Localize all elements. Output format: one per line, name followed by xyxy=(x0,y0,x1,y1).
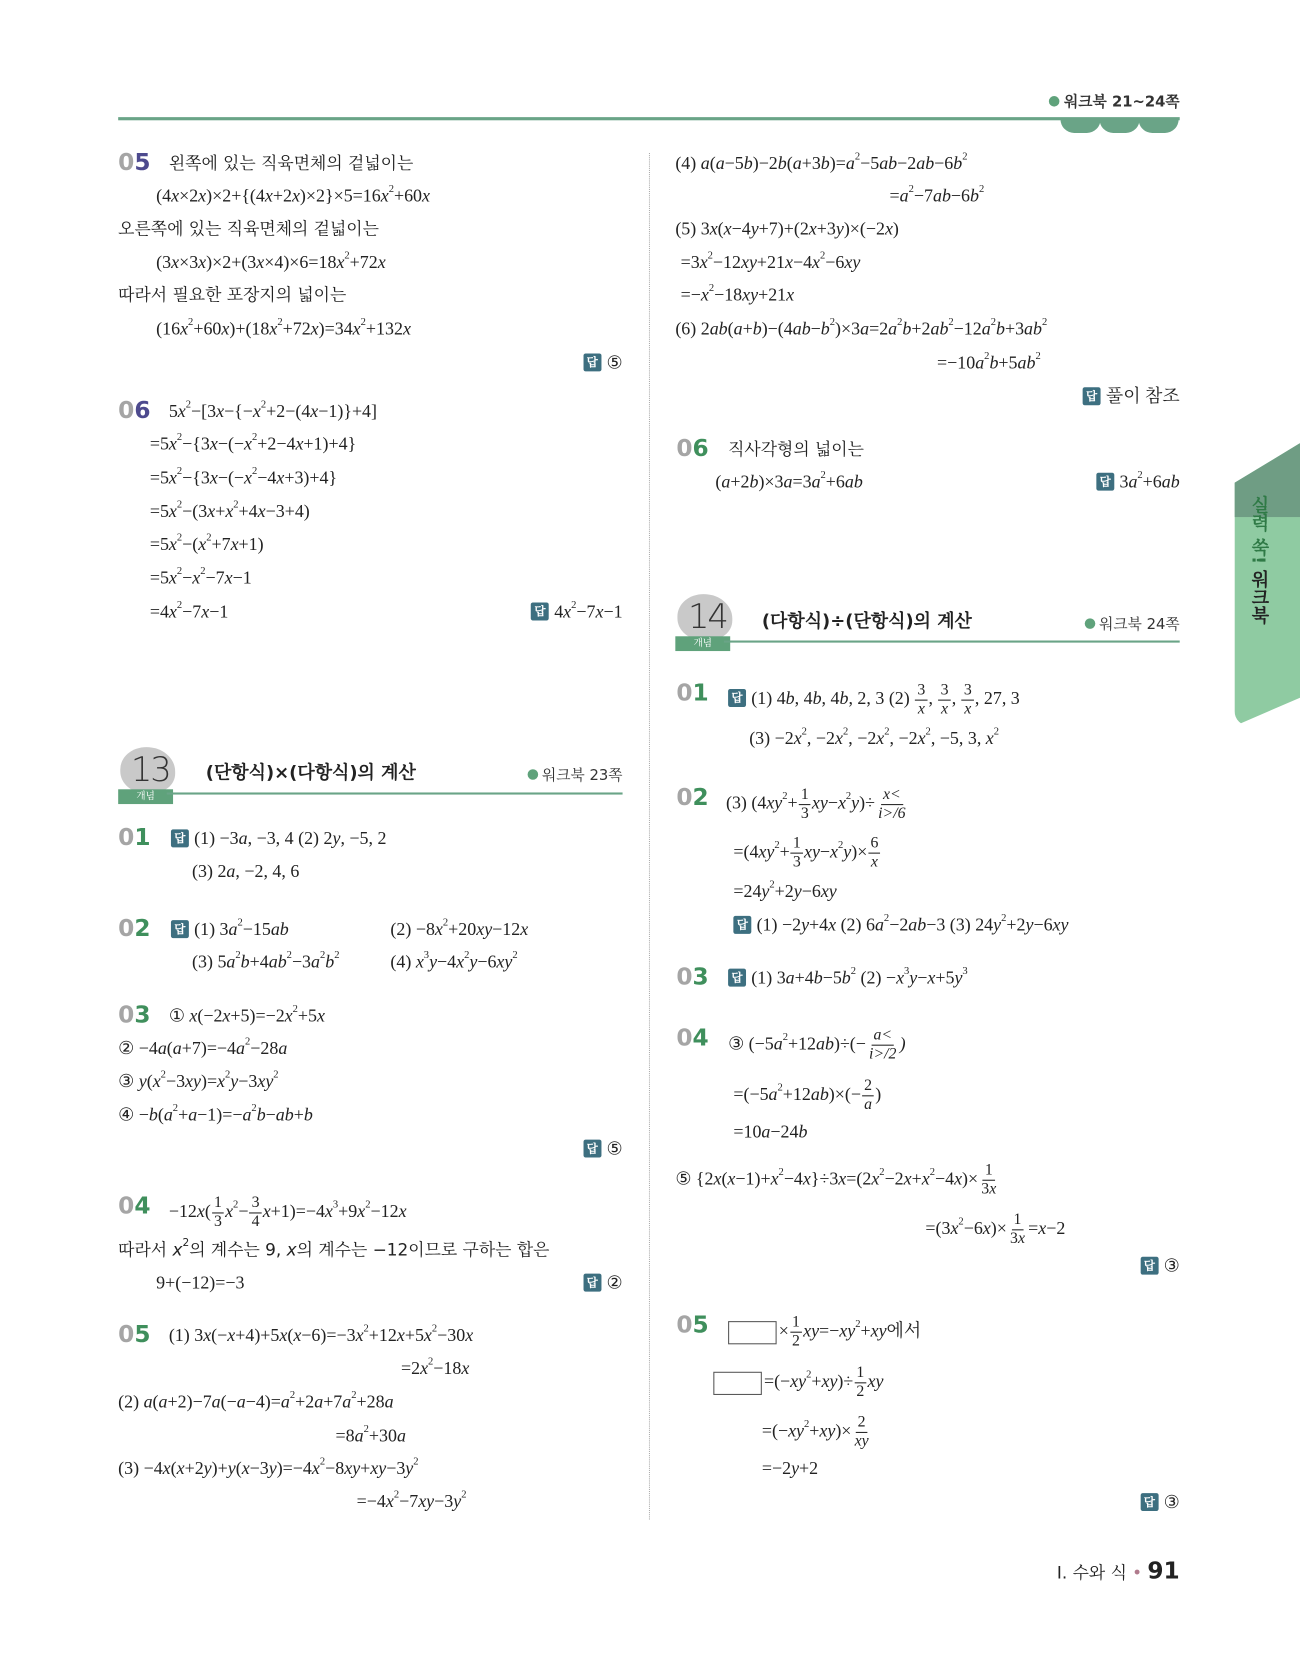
question-number: 02 xyxy=(118,915,151,943)
solution-line xyxy=(728,681,1020,718)
solution-line: ② $-4a(a+7)=-4a^2-28a$ xyxy=(118,1036,288,1059)
solution-line: −12x( $\frac{1}{3}$ $x^2-$ $\frac{3}{4}$ $x+1)=-4x^3+9x^2-12x$ xyxy=(168,1194,407,1231)
answer xyxy=(1140,1490,1179,1515)
fraction: $\frac{3}{x}$ xyxy=(915,682,927,719)
question-number: 01 xyxy=(676,680,709,707)
solution-line: $=(3x^2-6x)\times$ $\frac{1}{3x}$ =x−2 xyxy=(925,1211,1066,1248)
solution-line: $=(-5a^2+12ab)\times(-$ $\frac{2}{a}$ ) xyxy=(733,1077,882,1114)
fraction: $\frac{3}{x}$ xyxy=(962,682,974,719)
solution-line xyxy=(171,826,387,851)
answer xyxy=(1096,470,1179,495)
page-number: 91 xyxy=(1147,1558,1180,1585)
answer xyxy=(1140,1254,1179,1279)
bullet-icon: • xyxy=(1132,1562,1143,1583)
answer-badge-icon: 답 xyxy=(1083,387,1101,405)
solution-line: (5) 3x(x−4y+7)+(2x+3y)×(−2x) xyxy=(675,218,899,239)
solution-line: $(3x\times 3x)\times 2+(3x\times 4)\times 6=18x^2+72x$ xyxy=(156,250,386,273)
answer-badge-icon: 답 xyxy=(1096,473,1114,491)
answer xyxy=(531,599,623,624)
chapter-name: Ⅰ. 수와 식 xyxy=(1056,1562,1127,1583)
question-number: 03 xyxy=(118,1002,151,1029)
solution-line: (2) $a(a+2)-7a(-a-4)=a^2+2a+7a^2+28a$ xyxy=(118,1389,394,1412)
answer-value: ③ xyxy=(1163,1255,1180,1276)
solution-line: $=5x^2-\{3x-(-x^2+2-4x+1)+4\}$ xyxy=(149,431,357,454)
solution-line: $=-4x^2-7xy-3y^2$ xyxy=(356,1488,467,1512)
solution-line: $(3) -2x^2$, $-2x^2$, $-2x^2$, $-2x^2$, −5, 3, $x^2$ xyxy=(749,725,1000,749)
answer-badge-icon: 답 xyxy=(583,353,601,371)
answer-value: ③ xyxy=(1163,1492,1180,1513)
answer-text: (1) $3a^2-15ab$ xyxy=(194,916,289,940)
solution-line: (4) $a(a-5b)-2b(a+3b)=a^2-5ab-2ab-6b^2$ xyxy=(675,150,968,174)
solution-line: $=5x^2-(3x+x^2+4x-3+4)$ xyxy=(149,499,310,522)
answer-badge-icon: 답 xyxy=(531,603,549,621)
answer-text: (1) −3a, −3, 4 (2) 2y, −5, 2 xyxy=(194,828,387,849)
question-number: 01 xyxy=(118,825,151,852)
solution-line: $(16x^2+60x)+(18x^2+72x)=34x^2+132x$ xyxy=(156,316,411,339)
solution-line: $=3x^2-12xy+21x-4x^2-6xy$ xyxy=(680,250,861,273)
fraction: $\frac{1}{3}$ xyxy=(799,786,811,823)
question-number: 04 xyxy=(676,1025,709,1053)
blank-box xyxy=(713,1371,762,1394)
answer-badge-icon: 답 xyxy=(728,969,746,987)
solution-line: $=a^2-7ab-6b^2$ xyxy=(889,183,985,206)
solution-line: $(2) -8x^2+20xy-12x$ xyxy=(390,916,529,940)
workbook-ref-text: 워크북 21~24쪽 xyxy=(1063,93,1180,111)
answer-value: ⑤ xyxy=(606,352,623,373)
fraction: $\frac{3}{4}$ xyxy=(250,1194,262,1231)
solution-line: (1) $3x(-x+4)+5x(x-6)=-3x^2+12x+5x^2-30x$ xyxy=(168,1323,474,1346)
side-tab-text: 워크북 xyxy=(1247,570,1269,625)
solution-line: $(4x\times 2x)\times 2+\{(4x+2x)\times 2\}\times 5=16x^2+60x$ xyxy=(156,183,430,206)
fraction: $\frac{3}{x}$ xyxy=(939,682,951,719)
answer-text: (1) 4b, 4b, 4b, 2, 3 (2) $\frac{3}{x}$ , $\frac{3}{x}$ , $\frac{3}{x}$ , 27, 3 xyxy=(751,681,1020,718)
answer-badge-icon: 답 xyxy=(733,916,751,934)
workbook-ref-text: 워크북 24쪽 xyxy=(1099,616,1180,634)
solution-line: $=8a^2+30a$ xyxy=(335,1423,406,1446)
solution-line: (4) $x^3y-4x^2y-6xy^2$ xyxy=(390,949,518,972)
question-number: 04 xyxy=(118,1193,151,1220)
answer-badge-icon: 답 xyxy=(583,1274,601,1292)
answer-value: $4x^2-7x-1$ xyxy=(554,599,623,622)
fraction: $\frac{2}{xy}$ xyxy=(854,1413,869,1450)
solution-line: $=4x^2-7x-1$ xyxy=(149,599,229,622)
solution-line: 오른쪽에 있는 직육면체의 겉넓이는 xyxy=(118,218,379,239)
fraction: $\frac{a<}{i>/2}$ xyxy=(869,1026,897,1063)
blank-box xyxy=(728,1321,777,1344)
solution-line xyxy=(171,917,289,942)
section-number: 13 xyxy=(130,749,170,790)
solution-line: 따라서 $x^2$의 계수는 9, x의 계수는 −12이므로 구하는 합은 xyxy=(118,1237,550,1260)
page-footer xyxy=(1057,1560,1180,1586)
solution-line: (6) $2ab(a+b)-(4ab-b^2)\times 3a=2a^2b+2ab^2-12a^2b+3ab^2$ xyxy=(675,316,1048,339)
bullet-icon xyxy=(1084,618,1095,629)
answer-value: ② xyxy=(606,1272,623,1293)
solution-line: $=5x^2-\{3x-(-x^2-4x+3)+4\}$ xyxy=(149,465,338,488)
solution-line: =10a−24b xyxy=(733,1121,808,1142)
answer-badge-icon: 답 xyxy=(728,689,746,707)
side-tab-highlight: 실력 쑥! xyxy=(1247,495,1269,565)
question-number: 02 xyxy=(676,785,709,812)
fraction: $\frac{1}{2}$ xyxy=(854,1364,866,1401)
solution-line: 직사각형의 넓이는 xyxy=(728,438,864,460)
question-number: 03 xyxy=(676,964,709,991)
fraction: $\frac{1}{3}$ xyxy=(212,1194,224,1231)
answer-badge-icon: 답 xyxy=(1140,1257,1158,1275)
answer xyxy=(583,1270,622,1295)
solution-line: ⑤ $\{2x(x-1)+x^2-4x\}\div 3x=(2x^2-2x+x^2-4x)\times$ $\frac{1}{3x}$ xyxy=(675,1162,999,1187)
solution-line: $=(4xy^2+$ $\frac{1}{3}$ $xy-x^2y)\times$ $\frac{6}{x}$ xyxy=(733,835,881,860)
section-tag: 개념 xyxy=(675,636,730,651)
fraction: $\frac{1}{3x}$ xyxy=(1010,1211,1025,1248)
question-number: 05 xyxy=(118,1322,151,1349)
bullet-icon xyxy=(1049,96,1060,107)
answer-badge-icon: 답 xyxy=(171,829,189,847)
solution-line: 왼쪽에 있는 직육면체의 겉넓이는 xyxy=(168,153,414,174)
solution-line: (3) 2a, −2, 4, 6 xyxy=(192,861,300,882)
fraction: $\frac{1}{3x}$ xyxy=(981,1161,997,1198)
answer-value: $3a^2+6ab$ xyxy=(1119,469,1180,492)
solution-line: $=-x^2-18xy+21x$ xyxy=(680,282,795,305)
solution-line: ③ $y(x^2-3xy)=x^2y-3xy^2$ xyxy=(118,1068,279,1092)
fraction: $\frac{x<}{i>/6}$ xyxy=(878,786,906,823)
answer-value: 풀이 참조 xyxy=(1105,386,1180,407)
section-tag: 개념 xyxy=(118,789,173,804)
fraction: $\frac{2}{a}$ xyxy=(862,1077,874,1114)
header-rule xyxy=(118,117,1180,120)
solution-line xyxy=(728,966,968,991)
scallop-decoration xyxy=(1100,119,1140,133)
answer-badge-icon: 답 xyxy=(583,1140,601,1158)
scallop-decoration xyxy=(1060,119,1100,133)
section-badge xyxy=(116,747,200,805)
section-number: 14 xyxy=(687,596,727,637)
solution-line xyxy=(733,913,1068,938)
column-divider xyxy=(649,153,650,1519)
solution-line: $5x^2-[3x-\{-x^2+2-(4x-1)\}+4]$ xyxy=(168,398,378,422)
solution-line: $=2x^2-18x$ xyxy=(400,1355,470,1379)
solution-line: $(3) -4x(x+2y)+y(x-3y)=-4x^2-8xy+xy-3y^2$ xyxy=(118,1456,419,1479)
answer xyxy=(583,350,622,375)
bullet-icon xyxy=(527,769,538,780)
solution-line: × $\frac{1}{2}$ $xy=-xy^2+xy$에서 xyxy=(728,1314,921,1339)
solution-line: ④ $-b(a^2+a-1)=-a^2b-ab+b$ xyxy=(118,1102,313,1125)
question-number: 05 xyxy=(676,1312,709,1340)
side-tab-label xyxy=(1245,496,1271,624)
solution-line: $=5x^2-(x^2+7x+1)$ xyxy=(149,531,264,554)
section-title: (다항식)÷(단항식)의 계산 xyxy=(761,610,972,633)
answer xyxy=(583,1136,622,1161)
solution-line: $=(-xy^2+xy)\div$ $\frac{1}{2}$ xy xyxy=(713,1364,883,1389)
solution-line: 따라서 필요한 포장지의 넓이는 xyxy=(118,284,347,305)
section-rule xyxy=(724,641,1180,643)
workbook-ref-header xyxy=(1049,92,1179,113)
solution-line: (3) ($4xy^2+$ $\frac{1}{3}$ $xy-x^2y)\div$ $\frac{x<}{i>/6}$ xyxy=(726,786,909,811)
fraction: $\frac{1}{2}$ xyxy=(790,1314,802,1351)
solution-line: $=-10a^2b+5ab^2$ xyxy=(937,350,1041,373)
answer-badge-icon: 답 xyxy=(1140,1493,1158,1511)
fraction: $\frac{1}{3}$ xyxy=(791,835,803,872)
answer-value: ⑤ xyxy=(606,1138,623,1159)
section-badge xyxy=(673,594,757,652)
answer-text: (1) $3a+4b-5b^2$ $(2) -x^3y-x+5y^3$ xyxy=(751,965,968,988)
solution-line: $(a+2b)\times 3a=3a^2+6ab$ xyxy=(715,469,863,492)
solution-line: ① $x(-2x+5)=-2x^2+5x$ xyxy=(168,1003,325,1026)
workbook-ref xyxy=(527,765,622,786)
workbook-ref-text: 워크북 23쪽 xyxy=(541,767,623,785)
solution-line: ③ $(-5a^2+12ab)\div(-$ $\frac{a<}{i>/2}$ ) xyxy=(728,1026,906,1063)
fraction: $\frac{6}{x}$ xyxy=(868,835,880,872)
question-number: 05 xyxy=(118,149,151,177)
section-rule xyxy=(167,792,623,794)
answer xyxy=(1083,384,1180,409)
solution-line: $=(-xy^2+xy)\times$ $\frac{2}{xy}$ xyxy=(762,1414,872,1439)
section-title: (단항식)×(다항식)의 계산 xyxy=(205,762,416,785)
solution-line: =−2y+2 xyxy=(761,1458,819,1479)
answer-text: (1) −2y+4x (2) $6a^2-2ab-3$ (3) $24y^2+2y-6xy$ xyxy=(756,912,1069,935)
solution-line: 9+(−12)=−3 xyxy=(156,1272,245,1293)
question-number: 06 xyxy=(118,397,151,425)
solution-line: (3) $5a^2b+4ab^2-3a^2b^2$ xyxy=(192,949,340,972)
solution-line: $=24y^2+2y-6xy$ xyxy=(733,878,837,902)
question-number: 06 xyxy=(676,435,709,463)
workbook-ref xyxy=(1084,614,1179,635)
solution-line: $=5x^2-x^2-7x-1$ xyxy=(149,565,252,588)
scallop-decoration xyxy=(1139,119,1179,133)
answer-badge-icon: 답 xyxy=(171,920,189,938)
